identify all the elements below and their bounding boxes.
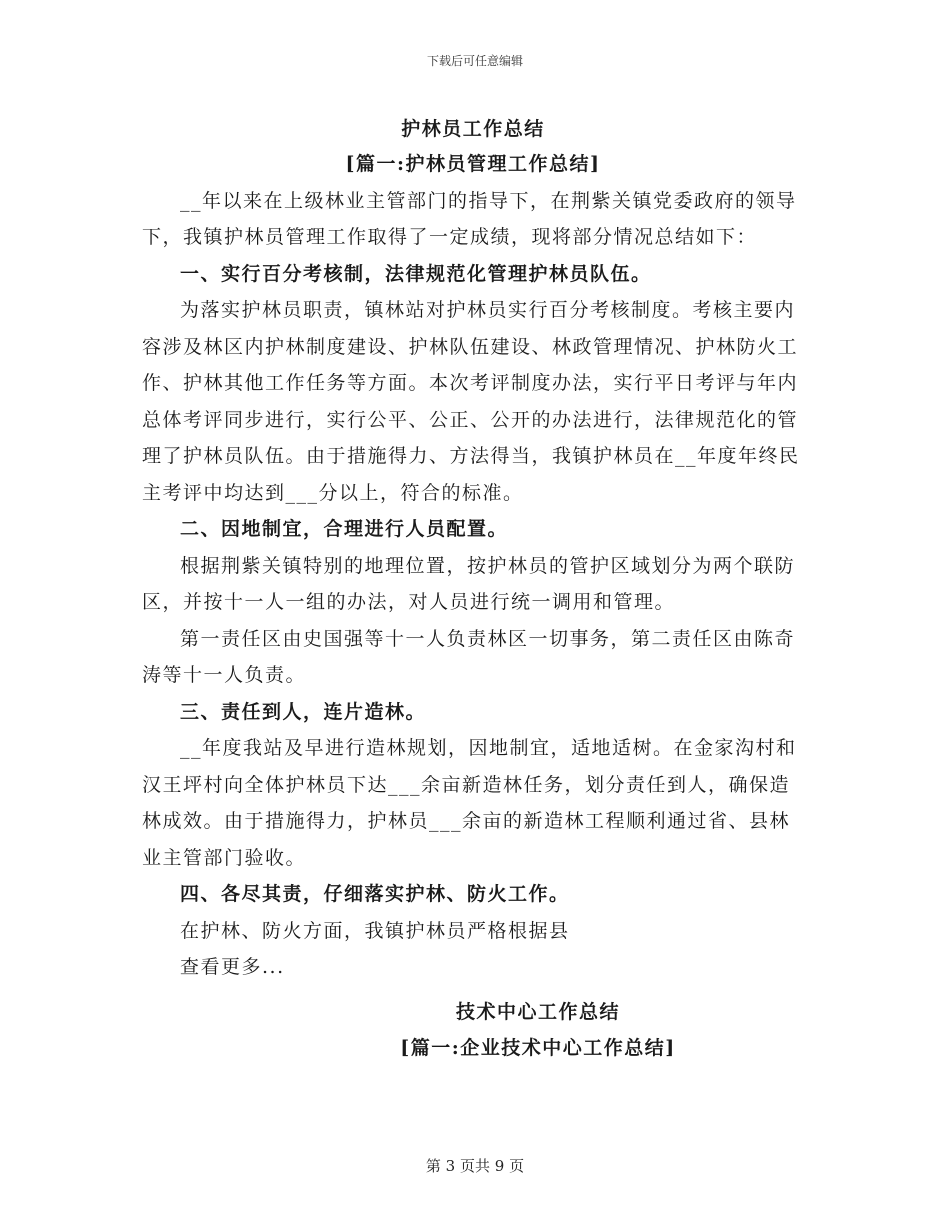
section-heading-1: 一、实行百分考核制，法律规范化管理护林员队伍。	[180, 262, 652, 285]
section-heading-2: 二、因地制宜，合理进行人员配置。	[180, 518, 509, 540]
section-heading-4: 四、各尽其责，仔细落实护林、防火工作。	[180, 883, 570, 905]
article-subtitle: [篇一:护林员管理工作总结]	[345, 153, 601, 175]
section-3-paragraph-1: __年度我站及早进行造林规划，因地制宜，适地适树。在金家沟村和汉王坪村向全体护林员下达___余亩新造林任务，划分责任到人，确保造林成效。由于措施得力，护林员___余亩的新造林工程顺利通过省、县林业主管部门验收。	[142, 737, 797, 869]
page-header: 下载后可任意编辑	[426, 54, 523, 68]
next-article-title: 技术中心工作总结	[455, 1000, 620, 1023]
next-article-subtitle: [篇一:企业技术中心工作总结]	[400, 1037, 676, 1059]
section-4-paragraph-1: 在护林、防火方面，我镇护林员严格根据县	[180, 919, 570, 942]
section-1-paragraph-1: 为落实护林员职责，镇林站对护林员实行百分考核制度。考核主要内容涉及林区内护林制度建设、护林队伍建设、林政管理情况、护林防火工作、护林其他工作任务等方面。本次考评制度办法，实行平日考评与年内总体考评同步进行，实行公平、公正、公开的办法进行，法律规范化的管理了护林员队伍。由于措施得力、方法得当，我镇护林员在__年度年终民主考评中均达到___分以上，符合的标准。	[142, 299, 800, 504]
section-2-paragraph-2: 第一责任区由史国强等十一人负责林区一切事务，第二责任区由陈奇涛等十一人负责。	[142, 627, 796, 686]
page-indicator: 第 3 页共 9 页	[425, 1157, 525, 1175]
section-2-paragraph-1: 根据荆紫关镇特别的地理位置，按护林员的管护区域划分为两个联防区，并按十一人一组的办法，对人员进行统一调用和管理。	[142, 554, 796, 613]
section-heading-3: 三、责任到人，连片造林。	[180, 700, 427, 723]
read-more-link[interactable]: 查看更多...	[180, 956, 285, 978]
intro-paragraph: __年以来在上级林业主管部门的指导下，在荆紫关镇党委政府的领导下，我镇护林员管理工作取得了一定成绩，现将部分情况总结如下：	[142, 189, 797, 248]
document-body	[142, 112, 804, 1067]
article-title: 护林员工作总结	[401, 118, 545, 140]
